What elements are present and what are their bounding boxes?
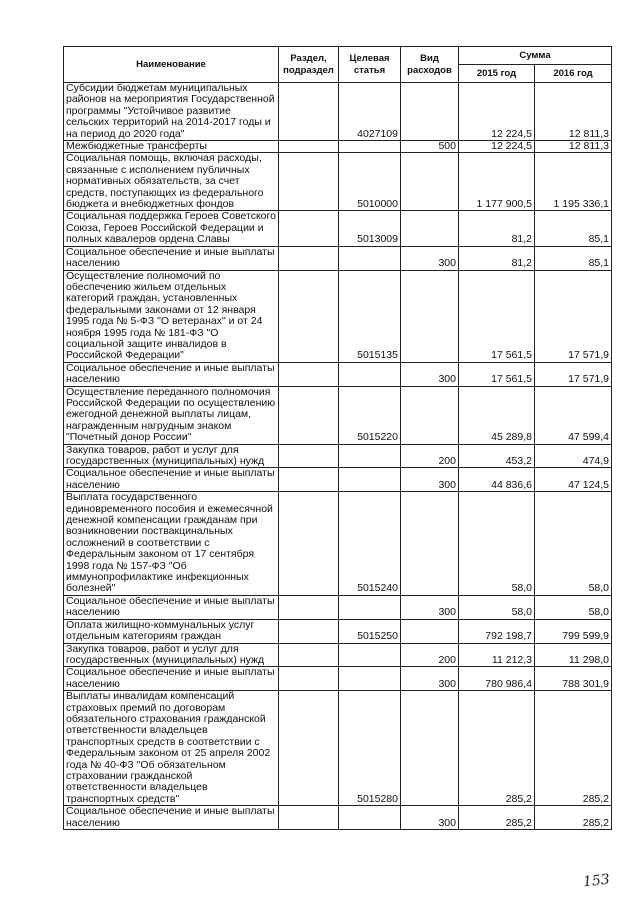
row-value-2015: 780 986,4 [459,667,535,691]
row-section [279,643,339,667]
row-target: 5010000 [339,153,401,211]
row-value-2015: 81,2 [459,211,535,246]
row-target [339,806,401,830]
table-row [64,806,612,830]
row-value-2016: 58,0 [535,595,612,619]
row-value-2016: 474,9 [535,444,612,468]
row-target: 5015135 [339,270,401,362]
row-target [339,643,401,667]
row-value-2015: 58,0 [459,492,535,596]
row-name: Социальное обеспечение и иные выплаты населению [64,362,279,386]
row-value-2016: 12 811,3 [535,141,612,153]
table-row [64,153,612,211]
row-name: Социальное обеспечение и иные выплаты населению [64,468,279,492]
table-row [64,468,612,492]
page-number-mark: 153 [582,871,611,891]
row-type: 200 [401,444,459,468]
row-value-2016: 17 571,9 [535,270,612,362]
row-section [279,83,339,141]
row-type: 300 [401,806,459,830]
budget-table [63,46,612,830]
row-target [339,141,401,153]
table-row [64,492,612,596]
row-target: 4027109 [339,83,401,141]
table-row [64,211,612,246]
row-section [279,492,339,596]
row-type [401,619,459,643]
row-value-2015: 17 561,5 [459,362,535,386]
row-target [339,595,401,619]
row-value-2015: 285,2 [459,806,535,830]
row-section [279,246,339,270]
row-name: Выплата государственного единовременного пособия и ежемесячной денежной компенсации гражданам при возникновении поствакцинальных осложнений в соответствии с Федеральным законом от 17 сентября 1998 года № 157-ФЗ "Об иммунопрофилактике инфекционных болезней" [64,492,279,596]
row-value-2015: 792 198,7 [459,619,535,643]
header-target: Целевая статья [339,47,401,83]
row-type: 300 [401,362,459,386]
row-value-2016: 47 124,5 [535,468,612,492]
row-value-2015: 17 561,5 [459,270,535,362]
row-type [401,386,459,444]
header-year-2016: 2016 год [535,65,612,83]
row-value-2016: 285,2 [535,806,612,830]
row-value-2016: 58,0 [535,492,612,596]
row-section [279,806,339,830]
row-target [339,667,401,691]
table-row [64,270,612,362]
row-type: 300 [401,468,459,492]
header-type: Вид расходов [401,47,459,83]
row-type: 200 [401,643,459,667]
row-value-2015: 12 224,5 [459,83,535,141]
row-value-2016: 1 195 336,1 [535,153,612,211]
row-value-2015: 45 289,8 [459,386,535,444]
row-target: 5015240 [339,492,401,596]
row-value-2016: 12 811,3 [535,83,612,141]
row-value-2016: 788 301,9 [535,667,612,691]
row-section [279,619,339,643]
row-value-2015: 44 836,6 [459,468,535,492]
row-target: 5015250 [339,619,401,643]
row-value-2015: 285,2 [459,691,535,806]
row-value-2016: 11 298,0 [535,643,612,667]
row-type [401,153,459,211]
row-target [339,246,401,270]
row-name: Осуществление переданного полномочия Российской Федерации по осуществлению ежегодной денежной выплаты лицам, награжденным нагрудным знаком "Почетный донор России" [64,386,279,444]
row-type [401,211,459,246]
table-row [64,444,612,468]
row-type: 300 [401,667,459,691]
row-section [279,141,339,153]
row-value-2015: 11 212,3 [459,643,535,667]
row-target: 5013009 [339,211,401,246]
row-target [339,444,401,468]
row-type [401,492,459,596]
row-value-2015: 453,2 [459,444,535,468]
table-row [64,619,612,643]
header-section: Раздел, подраздел [279,47,339,83]
row-section [279,667,339,691]
row-name: Социальное обеспечение и иные выплаты населению [64,667,279,691]
row-section [279,270,339,362]
row-value-2015: 58,0 [459,595,535,619]
row-section [279,595,339,619]
row-type [401,83,459,141]
row-section [279,211,339,246]
row-name: Закупка товаров, работ и услуг для государственных (муниципальных) нужд [64,444,279,468]
row-value-2016: 17 571,9 [535,362,612,386]
row-name: Выплаты инвалидам компенсаций страховых премий по договорам обязательного страхования гражданской ответственности владельцев транспортных средств в соответствии с Федеральным законом от 25 апреля 2002 года № 40-ФЗ "Об обязательном страховании гражданской ответственности владельцев транспортных средств" [64,691,279,806]
table-row [64,595,612,619]
row-name: Субсидии бюджетам муниципальных районов на мероприятия Государственной программы "Устойчивое развитие сельских территорий на 2014-2017 годы и на период до 2020 года" [64,83,279,141]
row-name: Социальная помощь, включая расходы, связанные с исполнением публичных нормативных обязательств, за счет средств, поступающих из федерального бюджета и внебюджетных фондов [64,153,279,211]
row-type [401,270,459,362]
row-value-2015: 81,2 [459,246,535,270]
row-name: Межбюджетные трансферты [64,141,279,153]
header-name: Наименование [64,47,279,83]
table-row [64,141,612,153]
row-value-2015: 12 224,5 [459,141,535,153]
row-target: 5015280 [339,691,401,806]
row-value-2016: 47 599,4 [535,386,612,444]
table-row [64,362,612,386]
row-name: Социальное обеспечение и иные выплаты населению [64,595,279,619]
row-name: Осуществление полномочий по обеспечению жильем отдельных категорий граждан, установленных федеральными законами от 12 января 1995 года № 5-ФЗ "О ветеранах" и от 24 ноября 1995 года № 181-ФЗ "О социальной защите инвалидов в Российской Федерации" [64,270,279,362]
row-value-2016: 285,2 [535,691,612,806]
row-section [279,691,339,806]
row-type: 500 [401,141,459,153]
row-name: Оплата жилищно-коммунальных услуг отдельным категориям граждан [64,619,279,643]
table-row [64,386,612,444]
row-name: Закупка товаров, работ и услуг для государственных (муниципальных) нужд [64,643,279,667]
row-section [279,468,339,492]
table-row [64,691,612,806]
row-section [279,362,339,386]
row-value-2016: 85,1 [535,246,612,270]
table-row [64,667,612,691]
row-value-2016: 85,1 [535,211,612,246]
header-year-2015: 2015 год [459,65,535,83]
row-value-2016: 799 599,9 [535,619,612,643]
row-target [339,468,401,492]
row-type: 300 [401,246,459,270]
row-type: 300 [401,595,459,619]
header-sum: Сумма [459,47,612,65]
row-value-2015: 1 177 900,5 [459,153,535,211]
table-row [64,83,612,141]
row-section [279,153,339,211]
row-name: Социальная поддержка Героев Советского Союза, Героев Российской Федерации и полных кавалеров ордена Славы [64,211,279,246]
row-target [339,362,401,386]
row-section [279,444,339,468]
table-row [64,246,612,270]
row-name: Социальное обеспечение и иные выплаты населению [64,806,279,830]
table-row [64,643,612,667]
row-section [279,386,339,444]
row-target: 5015220 [339,386,401,444]
row-type [401,691,459,806]
row-name: Социальное обеспечение и иные выплаты населению [64,246,279,270]
